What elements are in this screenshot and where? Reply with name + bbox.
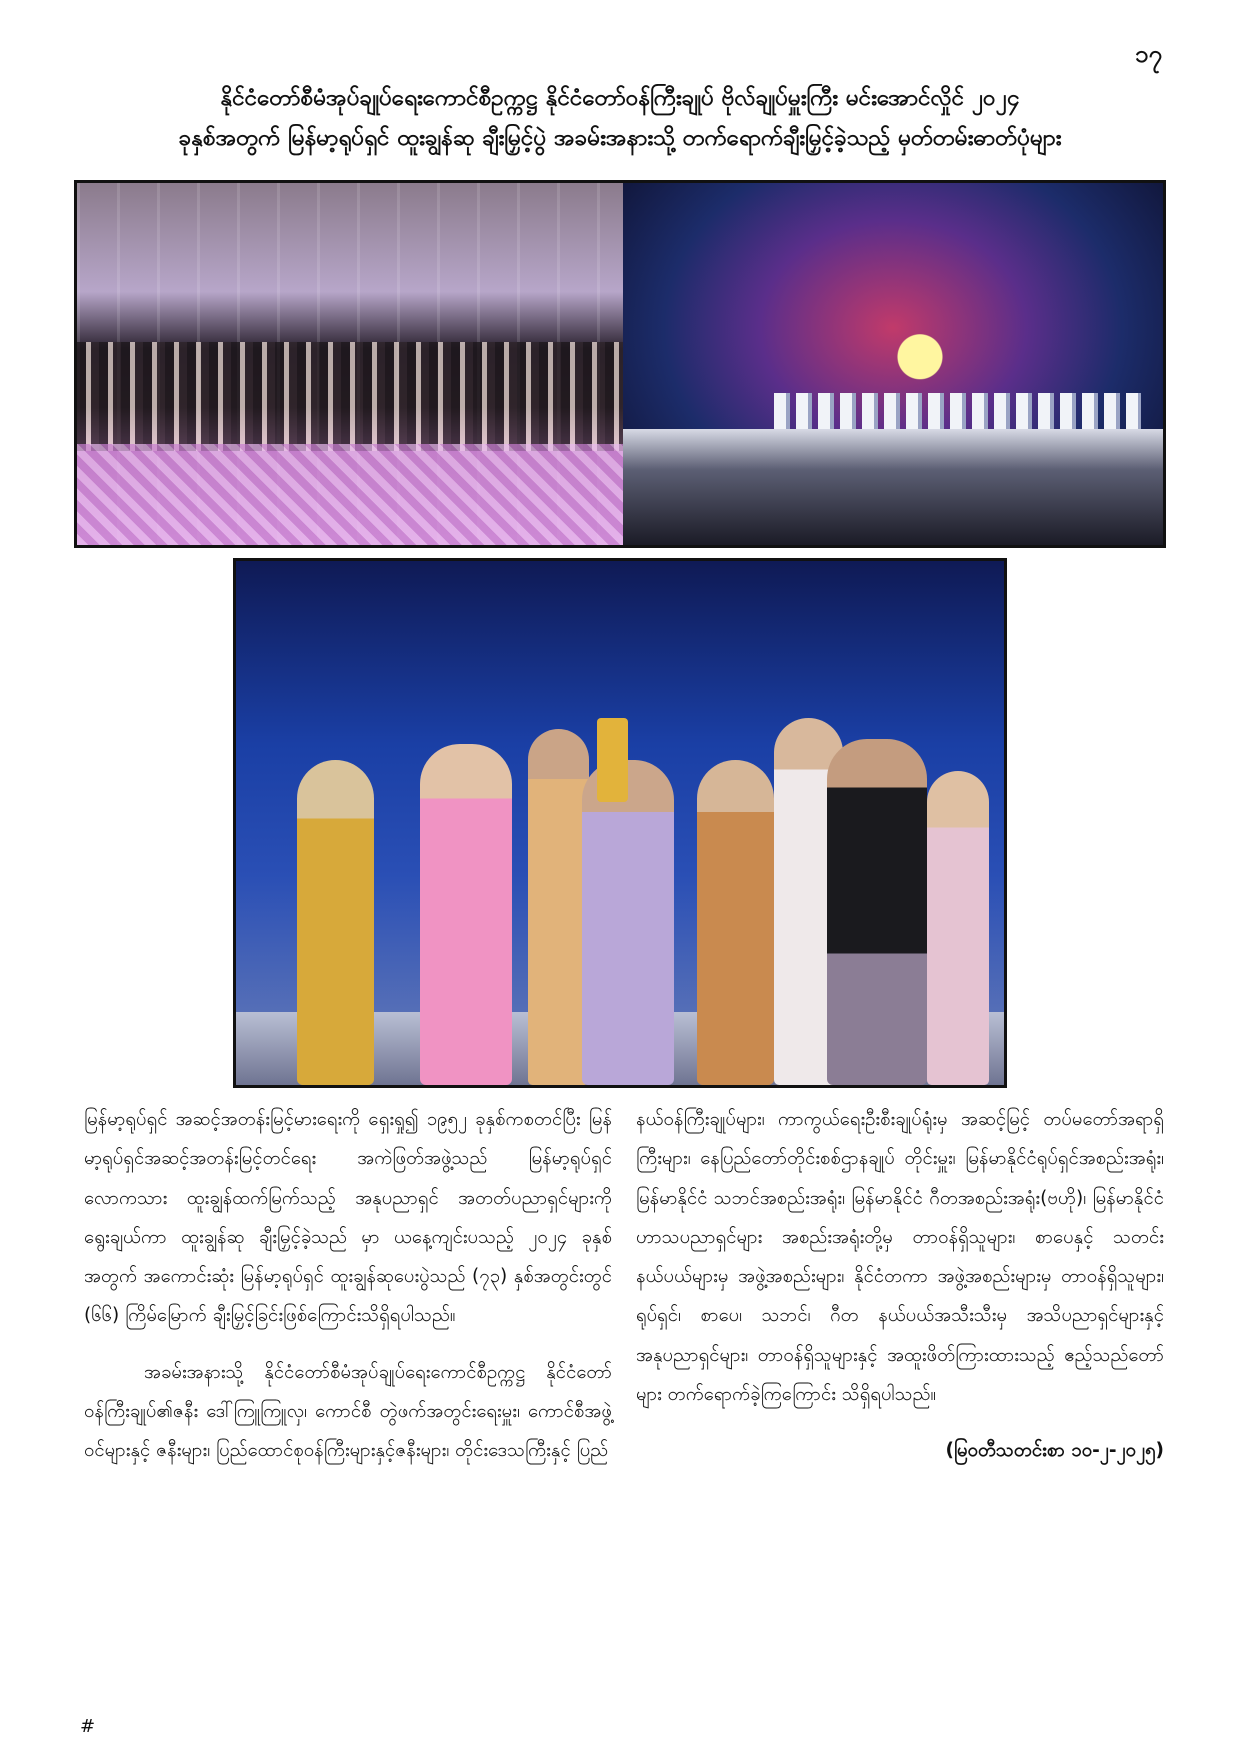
article-right-column <box>636 1100 1164 1471</box>
article-paragraph: နယ်ဝန်ကြီးချုပ်များ၊ ကာကွယ်ရေးဦးစီးချုပ်ရုံးမှ အဆင့်မြင့် တပ်မတော်အရာရှိကြီးများ၊ နေပြည်တော်တိုင်းစစ်ဌာနချုပ် တိုင်းမှူး၊ မြန်မာနိုင်ငံရုပ်ရှင်အစည်းအရုံး၊ မြန်မာနိုင်ငံ သဘင်အစည်းအရုံး၊ မြန်မာနိုင်ငံ ဂီတအစည်းအရုံး(ဗဟို)၊ မြန်မာနိုင်ငံ ဟာသပညာရှင်များ အစည်းအရုံးတို့မှ တာဝန်ရှိသူများ၊ စာပေနှင့် သတင်းနယ်ပယ်များမှ အဖွဲ့အစည်းများ၊ နိုင်ငံတကာ အဖွဲ့အစည်းများမှ တာဝန်ရှိသူများ၊ ရုပ်ရှင်၊ စာပေ၊ သဘင်၊ ဂီတ နယ်ပယ်အသီးသီးမှ အသိပညာရှင်များနှင့် အနုပညာရှင်များ၊ တာဝန်ရှိသူများနှင့် အထူးဖိတ်ကြားထားသည့် ဧည့်သည်တော်များ တက်ရောက်ခဲ့ကြကြောင်း သိရှိရပါသည်။ <box>636 1109 1164 1406</box>
article-left-column <box>84 1100 612 1488</box>
article-paragraph: အခမ်းအနားသို့ နိုင်ငံတော်စီမံအုပ်ချုပ်ရေးကောင်စီဥက္ကဋ္ဌ နိုင်ငံတော်ဝန်ကြီးချုပ်၏ဇနီး ဒေါ်ကြူကြူလှ၊ ကောင်စီ တွဲဖက်အတွင်းရေးမှူး၊ ကောင်စီအဖွဲ့ဝင်များနှင့် ဇနီးများ၊ ပြည်ထောင်စုဝန်ကြီးများနှင့်ဇနီးများ၊ တိုင်းဒေသကြီးနှင့် ပြည် <box>84 1361 612 1462</box>
award-presentation-photo <box>233 558 1007 1088</box>
article-paragraph: မြန်မာ့ရုပ်ရှင် အဆင့်အတန်းမြင့်မားရေးကို ရှေးရှု၍ ၁၉၅၂ ခုနှစ်ကစတင်ပြီး မြန်မာ့ရုပ်ရှင်အဆင့်အတန်းမြင့်တင်ရေး အကဲဖြတ်အဖွဲ့သည် မြန်မာ့ရုပ်ရှင်လောကသား ထူးချွန်ထက်မြက်သည့် အနုပညာရှင် အတတ်ပညာရှင်များကို ရွေးချယ်ကာ ထူးချွန်ဆု ချီးမြှင့်ခဲ့သည် မှာ ယနေ့ကျင်းပသည့် ၂၀၂၄ ခုနှစ်အတွက် အကောင်းဆုံး မြန်မာ့ရုပ်ရှင် ထူးချွန်ဆုပေးပွဲသည် (၇၃) နှစ်အတွင်းတွင် (၆၆) ကြိမ်မြောက် ချီးမြှင့်ခြင်းဖြစ်ကြောင်းသိရှိရပါသည်။ <box>84 1109 612 1327</box>
stage-performance-photo <box>623 183 1163 545</box>
attendant-figure <box>927 771 988 1085</box>
headline-line-2: ခုနှစ်အတွက် မြန်မာ့ရုပ်ရှင် ထူးချွန်ဆု ချီးမြှင့်ပွဲ အခမ်းအနားသို့ တက်ရောက်ချီးမြှင့်ခဲ့သည့် မှတ်တမ်းဓာတ်ပုံများ <box>178 125 1062 151</box>
page-headline <box>60 78 1180 158</box>
headline-line-1: နိုင်ငံတော်စီမံအုပ်ချုပ်ရေးကောင်စီဥက္ကဋ္ဌ နိုင်ငံတော်ဝန်ကြီးချုပ် ဗိုလ်ချုပ်မှူးကြီး မင်းအောင်လှိုင် ၂၀၂၄ <box>220 85 1020 111</box>
trophy-icon <box>597 718 628 802</box>
dignitary-figure <box>827 739 927 1085</box>
photo-strip <box>74 180 1166 548</box>
attendant-figure <box>697 760 774 1085</box>
attendant-figure <box>297 760 374 1085</box>
ceremony-hall-photo <box>77 183 623 545</box>
attendant-figure <box>528 729 589 1085</box>
presenter-figure <box>582 760 674 1085</box>
stage-floor <box>623 429 1163 545</box>
award-recipient-figure <box>420 744 512 1085</box>
audience-seats <box>77 342 623 451</box>
hall-carpet <box>77 444 623 545</box>
footer-mark: # <box>80 1716 96 1737</box>
source-citation: (မြဝတီသတင်းစာ ၁၀-၂-၂၀၂၅) <box>945 1440 1164 1462</box>
page-number: ၁၇ <box>1135 40 1162 68</box>
